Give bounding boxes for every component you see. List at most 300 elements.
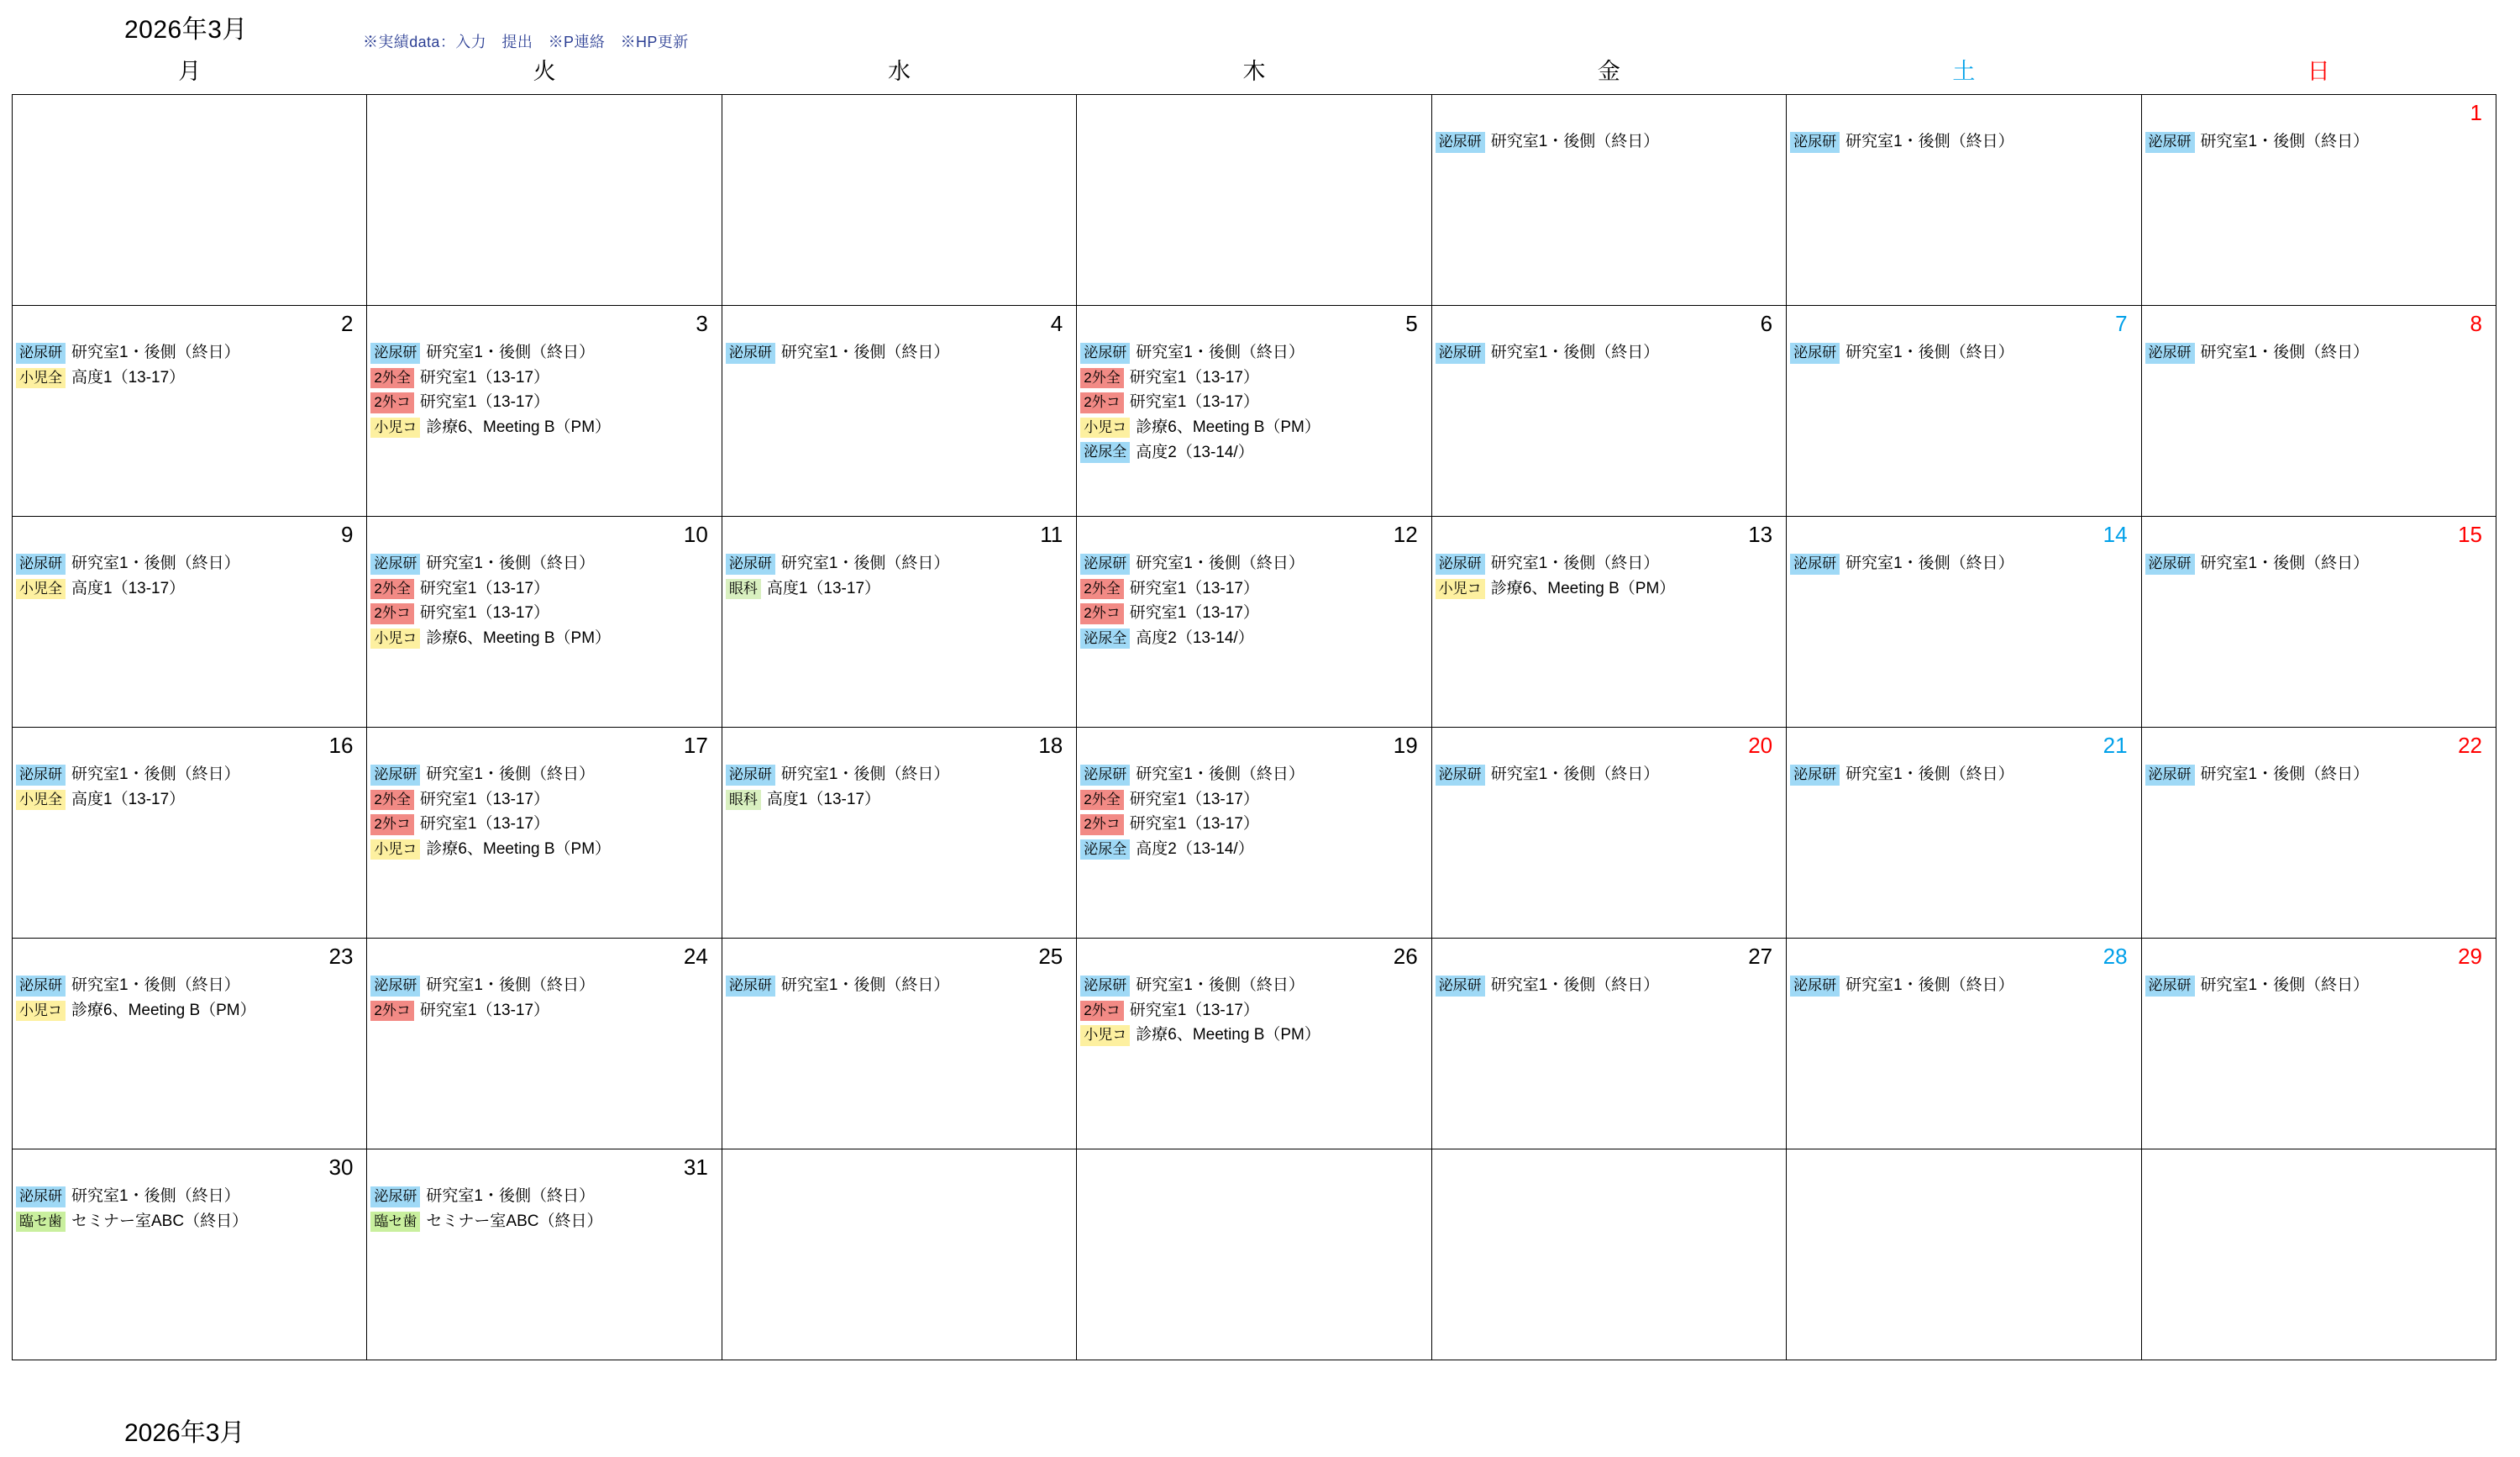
calendar-event[interactable] [370, 368, 717, 389]
event-tag: 泌尿研 [16, 765, 66, 786]
calendar-event[interactable] [1080, 603, 1427, 624]
event-tag: 泌尿全 [1080, 442, 1130, 463]
weekday-header-sat: 土 [1952, 58, 1976, 84]
calendar-event[interactable] [1080, 343, 1427, 364]
event-text: 研究室1・後側（終日） [2200, 976, 2370, 995]
event-tag: 泌尿研 [16, 1186, 66, 1207]
day-number: 18 [1038, 733, 1063, 758]
calendar-event[interactable] [370, 392, 717, 413]
event-tag: 眼科 [726, 579, 761, 600]
calendar-week-row [13, 95, 2496, 306]
event-tag: 泌尿研 [370, 343, 420, 364]
event-text: 研究室1・後側（終日） [2200, 133, 2370, 151]
event-tag: 2外全 [1080, 579, 1123, 600]
day-number: 2 [340, 311, 354, 336]
day-number: 26 [1393, 944, 1418, 969]
event-text: 研究室1・後側（終日） [1490, 976, 1660, 995]
calendar-day-cell[interactable] [2141, 95, 2496, 306]
event-text: 高度2（13-14/） [1136, 629, 1254, 648]
calendar-empty-cell [1431, 95, 1786, 306]
event-tag: 泌尿研 [16, 343, 66, 364]
calendar-event[interactable] [726, 790, 1073, 811]
calendar-day-cell[interactable] [1077, 728, 1431, 939]
event-tag: 泌尿研 [370, 976, 420, 997]
day-events [2142, 341, 2496, 364]
event-tag: 泌尿研 [1790, 343, 1840, 364]
weekday-header-mon: 月 [178, 58, 202, 84]
day-number [13, 95, 366, 130]
day-number: 15 [2458, 522, 2482, 547]
event-text: 高度2（13-14/） [1136, 840, 1254, 859]
day-number [722, 1149, 1076, 1185]
day-number [1432, 95, 1786, 130]
day-events [13, 341, 366, 388]
calendar-event[interactable] [726, 343, 1073, 364]
day-number: 30 [328, 1155, 354, 1180]
calendar-day-cell[interactable] [367, 728, 722, 939]
event-text: 研究室1・後側（終日） [1845, 344, 2014, 362]
calendar-event[interactable] [1436, 976, 1782, 997]
calendar-event[interactable] [1080, 442, 1427, 463]
day-events [13, 552, 366, 599]
calendar-week-row [13, 517, 2496, 728]
day-number: 16 [328, 733, 354, 758]
event-text: 研究室1・後側（終日） [780, 344, 950, 362]
calendar-event[interactable] [370, 1186, 717, 1207]
event-tag: 小児コ [1080, 1025, 1130, 1046]
event-tag: 泌尿研 [1790, 765, 1840, 786]
event-tag: 小児コ [1080, 418, 1130, 439]
event-text: 研究室1（13-17） [1129, 579, 1259, 597]
calendar-body [13, 95, 2496, 1360]
calendar-day-cell[interactable] [1431, 939, 1786, 1149]
calendar-event[interactable] [370, 839, 717, 860]
calendar-event[interactable] [16, 790, 363, 811]
calendar-event[interactable] [1436, 579, 1782, 600]
calendar-event[interactable] [16, 343, 363, 364]
event-text: 研究室1・後側（終日） [780, 765, 950, 784]
day-number: 25 [1038, 944, 1063, 969]
event-tag: 泌尿研 [370, 1186, 420, 1207]
calendar-day-cell[interactable] [1787, 306, 2141, 517]
calendar-event[interactable] [726, 554, 1073, 575]
day-events [1432, 552, 1786, 599]
event-text: セミナー室ABC（終日） [71, 1212, 249, 1230]
calendar-day-cell[interactable] [1431, 306, 1786, 517]
day-events [367, 974, 721, 1021]
event-text: 研究室1・後側（終日） [2200, 344, 2370, 362]
day-events [1432, 763, 1786, 786]
calendar-event[interactable] [370, 579, 717, 600]
calendar-event[interactable] [16, 368, 363, 389]
day-events [367, 1185, 721, 1232]
calendar-event[interactable] [2145, 765, 2492, 786]
calendar-week-row [13, 939, 2496, 1149]
calendar-empty-cell [2141, 1149, 2496, 1360]
day-events [2142, 130, 2496, 153]
page-title-bottom: 2026年3月 [124, 1419, 245, 1447]
event-tag: 泌尿研 [370, 765, 420, 786]
day-events [722, 763, 1076, 810]
day-events [13, 763, 366, 810]
calendar-event[interactable] [370, 1001, 717, 1022]
calendar-empty-cell [722, 95, 1076, 306]
day-number: 13 [1748, 522, 1773, 547]
event-tag: 2外コ [1080, 814, 1123, 835]
calendar-event[interactable] [2145, 343, 2492, 364]
event-tag: 泌尿研 [1790, 554, 1840, 575]
calendar-day-cell[interactable] [2141, 728, 2496, 939]
calendar-day-cell[interactable] [722, 306, 1076, 517]
day-events [13, 1185, 366, 1232]
calendar-week-row [13, 728, 2496, 939]
calendar-event[interactable] [1080, 554, 1427, 575]
calendar-day-cell[interactable] [13, 517, 367, 728]
event-text: 研究室1・後側（終日） [71, 765, 240, 784]
event-text: 診療6、Meeting B（PM） [426, 418, 612, 437]
day-events [722, 1185, 1076, 1186]
calendar-event[interactable] [726, 579, 1073, 600]
calendar-event[interactable] [1080, 579, 1427, 600]
day-events [722, 552, 1076, 599]
day-number: 9 [340, 522, 354, 547]
event-tag: 泌尿研 [726, 976, 775, 997]
event-tag: 2外コ [1080, 603, 1123, 624]
event-text: 診療6、Meeting B（PM） [1136, 418, 1320, 437]
event-text: 診療6、Meeting B（PM） [426, 629, 612, 648]
calendar-event[interactable] [2145, 554, 2492, 575]
event-text: 研究室1（13-17） [419, 815, 550, 834]
event-tag: 泌尿研 [2145, 976, 2195, 997]
calendar-event[interactable] [1080, 765, 1427, 786]
day-number [1787, 95, 2140, 130]
calendar-day-cell[interactable] [1077, 306, 1431, 517]
event-text: 研究室1・後側（終日） [1136, 555, 1305, 573]
event-text: 診療6、Meeting B（PM） [1490, 579, 1676, 597]
calendar-event[interactable] [16, 579, 363, 600]
calendar-event[interactable] [1080, 1025, 1427, 1046]
day-events [1077, 341, 1431, 463]
calendar-table [12, 52, 2496, 1360]
event-tag: 泌尿研 [16, 554, 66, 575]
calendar-day-cell[interactable] [2141, 517, 2496, 728]
calendar-event[interactable] [16, 765, 363, 786]
calendar-week-row [13, 306, 2496, 517]
event-tag: 小児コ [1436, 579, 1485, 600]
day-number [1077, 1149, 1431, 1185]
calendar-event[interactable] [370, 554, 717, 575]
event-text: 診療6、Meeting B（PM） [71, 1001, 256, 1019]
event-text: 高度1（13-17） [71, 368, 186, 387]
calendar-event[interactable] [1080, 418, 1427, 439]
calendar-day-cell[interactable] [13, 1149, 367, 1360]
calendar-empty-cell [1787, 1149, 2141, 1360]
calendar-event[interactable] [1080, 1001, 1427, 1022]
calendar-day-cell[interactable] [1787, 939, 2141, 1149]
day-number: 22 [2458, 733, 2482, 758]
event-text: 研究室1（13-17） [1129, 604, 1259, 623]
event-tag: 泌尿研 [2145, 554, 2195, 575]
weekday-header-thu: 木 [1242, 58, 1266, 84]
day-events [1787, 552, 2140, 575]
day-events [2142, 974, 2496, 997]
calendar-day-cell[interactable] [1077, 517, 1431, 728]
calendar-week-row [13, 1149, 2496, 1360]
day-number [1077, 95, 1431, 130]
day-number: 29 [2458, 944, 2482, 969]
event-tag: 泌尿研 [1790, 976, 1840, 997]
event-text: 研究室1（13-17） [1129, 815, 1259, 834]
event-tag: 2外全 [370, 790, 413, 811]
event-tag: 小児全 [16, 579, 66, 600]
event-text: 高度1（13-17） [71, 579, 186, 597]
event-tag: 2外コ [1080, 392, 1123, 413]
day-events [2142, 1185, 2496, 1186]
event-tag: 2外コ [370, 814, 413, 835]
event-text: 研究室1・後側（終日） [426, 344, 595, 362]
calendar-event[interactable] [16, 554, 363, 575]
event-text: 研究室1（13-17） [1129, 368, 1259, 387]
event-text: 研究室1・後側（終日） [426, 555, 595, 573]
event-text: 高度2（13-14/） [1136, 443, 1254, 461]
calendar-day-cell[interactable] [13, 728, 367, 939]
event-tag: 小児コ [16, 1001, 66, 1022]
calendar-event[interactable] [1790, 554, 2137, 575]
event-text: 研究室1・後側（終日） [1845, 555, 2014, 573]
event-tag: 2外全 [370, 579, 413, 600]
day-events [1432, 341, 1786, 364]
event-tag: 2外全 [370, 368, 413, 389]
event-text: 研究室1（13-17） [419, 790, 550, 808]
event-text: 研究室1・後側（終日） [1490, 555, 1660, 573]
calendar-day-cell[interactable] [722, 517, 1076, 728]
event-text: 研究室1・後側（終日） [1490, 344, 1660, 362]
calendar-empty-cell [1431, 1149, 1786, 1360]
calendar-event[interactable] [2145, 976, 2492, 997]
day-events [1077, 1185, 1431, 1186]
event-tag: 2外コ [370, 1001, 413, 1022]
day-events [13, 130, 366, 132]
event-tag: 泌尿研 [1790, 132, 1840, 153]
weekday-header-row [13, 52, 2496, 95]
calendar-event[interactable] [370, 790, 717, 811]
event-text: 研究室1・後側（終日） [2200, 765, 2370, 784]
event-text: 研究室1（13-17） [1129, 393, 1259, 412]
calendar-event[interactable] [370, 1212, 717, 1233]
calendar-day-cell[interactable] [2141, 306, 2496, 517]
calendar-event[interactable] [726, 976, 1073, 997]
calendar-day-cell[interactable] [2141, 939, 2496, 1149]
event-text: 研究室1（13-17） [1129, 1001, 1259, 1019]
day-number: 20 [1748, 733, 1773, 758]
event-text: 診療6、Meeting B（PM） [1136, 1026, 1320, 1044]
calendar-empty-cell [1077, 1149, 1431, 1360]
weekday-header-fri: 金 [1597, 58, 1620, 84]
calendar-day-cell[interactable] [13, 306, 367, 517]
calendar-event[interactable] [370, 629, 717, 650]
calendar-event[interactable] [16, 1212, 363, 1233]
calendar-event[interactable] [1436, 765, 1782, 786]
calendar-container [12, 52, 2496, 1360]
day-events [1787, 130, 2140, 153]
event-tag: 泌尿研 [1080, 343, 1130, 364]
calendar-empty-cell [367, 95, 722, 306]
day-events [722, 130, 1076, 132]
calendar-event[interactable] [1790, 132, 2137, 153]
day-events [367, 763, 721, 860]
event-tag: 泌尿全 [1080, 839, 1130, 860]
event-tag: 小児全 [16, 368, 66, 389]
calendar-event[interactable] [1436, 343, 1782, 364]
event-tag: 2外全 [1080, 368, 1123, 389]
calendar-day-cell[interactable] [1077, 939, 1431, 1149]
legend-note: ※実績data：入力 提出 ※P連絡 ※HP更新 [363, 34, 689, 50]
day-events [1077, 130, 1431, 132]
event-text: セミナー室ABC（終日） [426, 1212, 603, 1230]
day-events [1077, 763, 1431, 860]
calendar-event[interactable] [1436, 132, 1782, 153]
day-events [722, 341, 1076, 364]
day-number: 23 [328, 944, 354, 969]
event-text: 研究室1・後側（終日） [1136, 344, 1305, 362]
event-tag: 泌尿研 [370, 554, 420, 575]
day-events [1787, 341, 2140, 364]
event-tag: 泌尿研 [726, 343, 775, 364]
calendar-empty-cell [722, 1149, 1076, 1360]
event-tag: 2外全 [1080, 790, 1123, 811]
event-tag: 小児コ [370, 418, 420, 439]
calendar-day-cell[interactable] [722, 728, 1076, 939]
event-tag: 小児コ [370, 629, 420, 650]
day-events [13, 974, 366, 1021]
calendar-event[interactable] [1790, 765, 2137, 786]
event-tag: 泌尿研 [2145, 765, 2195, 786]
event-text: 研究室1・後側（終日） [426, 765, 595, 784]
calendar-day-cell[interactable] [1431, 517, 1786, 728]
event-text: 研究室1・後側（終日） [71, 555, 240, 573]
calendar-event[interactable] [1080, 629, 1427, 650]
event-tag: 泌尿研 [2145, 343, 2195, 364]
calendar-event[interactable] [1080, 368, 1427, 389]
day-number: 6 [1760, 311, 1773, 336]
calendar-event[interactable] [370, 603, 717, 624]
day-events [1432, 130, 1786, 153]
calendar-day-cell[interactable] [13, 939, 367, 1149]
day-events [722, 974, 1076, 997]
calendar-day-cell[interactable] [1431, 728, 1786, 939]
calendar-event[interactable] [16, 976, 363, 997]
event-tag: 泌尿研 [1436, 132, 1485, 153]
calendar-event[interactable] [16, 1186, 363, 1207]
day-number: 27 [1748, 944, 1773, 969]
day-number: 24 [683, 944, 708, 969]
calendar-day-cell[interactable] [367, 1149, 722, 1360]
day-number: 7 [2115, 311, 2128, 336]
event-text: 研究室1（13-17） [419, 604, 550, 623]
calendar-event[interactable] [370, 343, 717, 364]
calendar-event[interactable] [1790, 976, 2137, 997]
calendar-event[interactable] [16, 1001, 363, 1022]
day-number: 4 [1050, 311, 1063, 336]
calendar-event[interactable] [1080, 839, 1427, 860]
day-events [1077, 552, 1431, 649]
event-text: 高度1（13-17） [766, 579, 881, 597]
calendar-event[interactable] [1790, 343, 2137, 364]
event-tag: 臨セ歯 [16, 1212, 66, 1233]
calendar-event[interactable] [370, 765, 717, 786]
day-number: 11 [1040, 522, 1063, 547]
day-events [1787, 763, 2140, 786]
day-number [2142, 1149, 2496, 1185]
calendar-day-cell[interactable] [1787, 517, 2141, 728]
event-text: 研究室1・後側（終日） [1845, 976, 2014, 995]
calendar-event[interactable] [726, 765, 1073, 786]
event-tag: 泌尿研 [1080, 976, 1130, 997]
calendar-day-cell[interactable] [722, 939, 1076, 1149]
event-text: 研究室1・後側（終日） [780, 555, 950, 573]
event-text: 研究室1・後側（終日） [1490, 133, 1660, 151]
event-text: 高度1（13-17） [71, 790, 186, 808]
event-tag: 泌尿研 [1436, 976, 1485, 997]
event-text: 研究室1・後側（終日） [426, 976, 595, 995]
day-events [1787, 974, 2140, 997]
event-tag: 2外コ [370, 392, 413, 413]
event-tag: 泌尿研 [2145, 132, 2195, 153]
day-number: 8 [2470, 311, 2482, 336]
day-number [367, 95, 721, 130]
calendar-event[interactable] [370, 976, 717, 997]
calendar-event[interactable] [1080, 814, 1427, 835]
event-text: 研究室1・後側（終日） [1490, 765, 1660, 784]
event-text: 研究室1（13-17） [419, 1001, 550, 1019]
calendar-event[interactable] [370, 418, 717, 439]
day-number: 14 [2103, 522, 2128, 547]
calendar-empty-cell [1077, 95, 1431, 306]
day-events [367, 552, 721, 649]
calendar-day-cell[interactable] [1787, 728, 2141, 939]
event-text: 研究室1（13-17） [1129, 790, 1259, 808]
event-tag: 2外コ [1080, 1001, 1123, 1022]
weekday-header-tue: 火 [533, 58, 556, 84]
day-number: 5 [1405, 311, 1418, 336]
calendar-event[interactable] [1080, 392, 1427, 413]
day-number: 12 [1393, 522, 1418, 547]
calendar-event[interactable] [1080, 976, 1427, 997]
event-text: 高度1（13-17） [766, 790, 881, 808]
calendar-event[interactable] [370, 814, 717, 835]
event-tag: 泌尿研 [726, 765, 775, 786]
event-tag: 泌尿研 [1080, 765, 1130, 786]
calendar-event[interactable] [1080, 790, 1427, 811]
event-text: 研究室1・後側（終日） [426, 1187, 595, 1206]
day-events [367, 341, 721, 438]
weekday-header-wed: 水 [888, 58, 911, 84]
calendar-event[interactable] [2145, 132, 2492, 153]
day-number: 17 [683, 733, 708, 758]
day-number: 28 [2103, 944, 2128, 969]
day-number: 3 [696, 311, 708, 336]
event-tag: 泌尿研 [1436, 765, 1485, 786]
calendar-day-cell[interactable] [367, 306, 722, 517]
event-text: 研究室1（13-17） [419, 579, 550, 597]
event-tag: 臨セ歯 [370, 1212, 420, 1233]
day-events [1077, 974, 1431, 1046]
calendar-event[interactable] [1436, 554, 1782, 575]
calendar-day-cell[interactable] [367, 939, 722, 1149]
event-tag: 小児全 [16, 790, 66, 811]
event-tag: 眼科 [726, 790, 761, 811]
calendar-day-cell[interactable] [367, 517, 722, 728]
